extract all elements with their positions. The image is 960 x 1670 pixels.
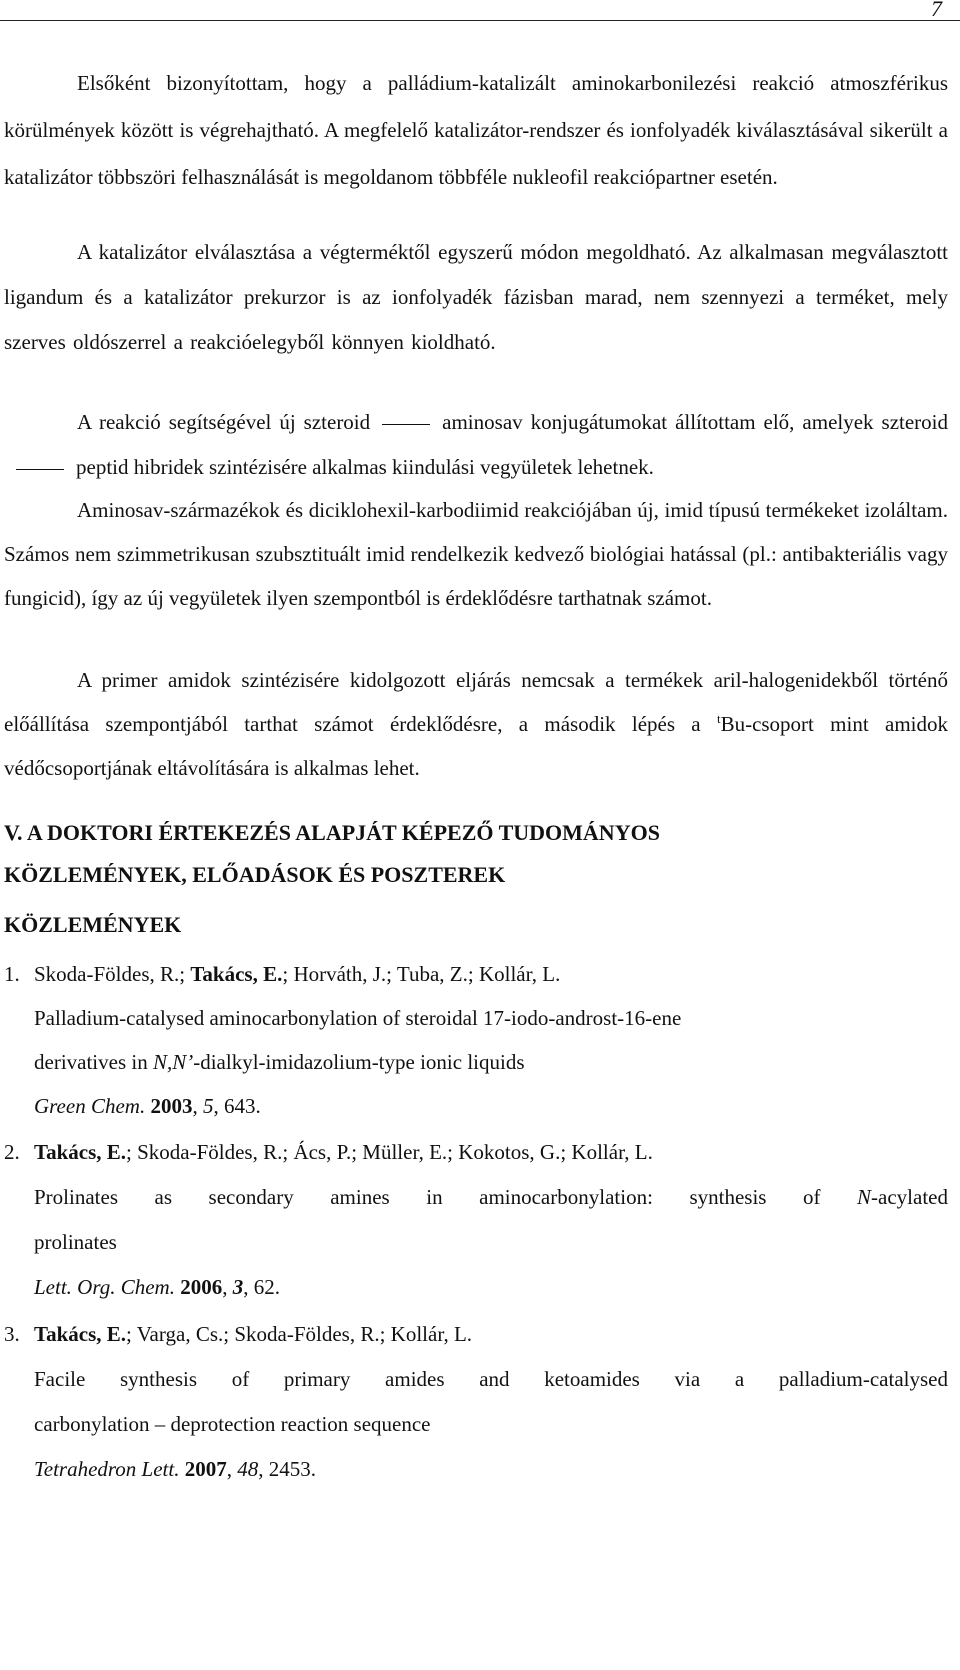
- pages: 2453.: [268, 1457, 316, 1481]
- reference-title-line: Facile synthesis of primary amides and ketoamides via a palladium-catalysed: [34, 1367, 948, 1391]
- reference-citation: Green Chem. 2003, 5, 643.: [34, 1094, 261, 1118]
- journal-name: Green Chem.: [34, 1094, 146, 1118]
- section-heading-line-1: V. A DOKTORI ÉRTEKEZÉS ALAPJÁT KÉPEZŐ TUDOMÁNYOS: [4, 820, 660, 845]
- pages: 62.: [253, 1275, 280, 1299]
- year: 2003: [150, 1094, 193, 1118]
- title-italic: N: [857, 1185, 872, 1209]
- paragraph-3-part-a: A reakció segítségével új szteroid: [77, 410, 371, 434]
- journal-name: Lett. Org. Chem.: [34, 1275, 175, 1299]
- paragraph-3-part-c: peptid hibridek szintézisére alkalmas kiindulási vegyületek lehetnek.: [76, 455, 654, 479]
- authors-text: ; Varga, Cs.; Skoda-Földes, R.; Kollár, L.: [126, 1322, 473, 1346]
- paragraph-5-part-b: Bu-csoport mint amidok védőcsoportjának eltávolítására is alkalmas lehet.: [4, 712, 948, 780]
- author-highlight: Takács, E.: [34, 1322, 127, 1346]
- year: 2007: [184, 1457, 227, 1481]
- reference-citation: Tetrahedron Lett. 2007, 48, 2453.: [34, 1457, 316, 1481]
- paragraph-3: [4, 400, 948, 490]
- paragraph-4: Aminosav-származékok és diciklohexil-karbodiimid reakciójában új, imid típusú termékeket izoláltam. Számos nem szimmetrikusan szubsztituált imid rendelkezik kedvező biológiai hatással (pl.: antibakteriális vagy fungicid), így az új vegyületek ilyen szempontból is érdeklődésre tarthatnak számot.: [4, 498, 948, 610]
- reference-1: [4, 952, 948, 1128]
- reference-title-line: prolinates: [34, 1230, 117, 1254]
- section-heading: [4, 812, 948, 896]
- title-italic: N,N’: [152, 1050, 194, 1074]
- reference-2: [4, 1130, 948, 1310]
- long-dash: [382, 424, 430, 425]
- paragraph-5-part-a: A primer amidok szintézisére kidolgozott eljárás nemcsak a termékek aril-halogenidekből történő előállítása szempontjából tarthat számot érdeklődésre, a második lépés a: [4, 668, 948, 736]
- reference-number: 2.: [4, 1140, 20, 1164]
- reference-number: 3.: [4, 1322, 20, 1346]
- paragraph-3-part-b: aminosav konjugátumokat állítottam elő, amelyek szteroid: [442, 410, 948, 434]
- authors-text: ; Horváth, J.; Tuba, Z.; Kollár, L.: [282, 962, 561, 986]
- title-text: -acylated: [871, 1185, 948, 1209]
- title-text: derivatives in: [34, 1050, 153, 1074]
- reference-title-line: [4, 1175, 948, 1220]
- reference-authors: [4, 1312, 948, 1357]
- reference-3: [4, 1312, 948, 1492]
- author-highlight: Takács, E.: [34, 1140, 127, 1164]
- reference-authors: [4, 952, 948, 996]
- authors-text: ; Skoda-Földes, R.; Ács, P.; Müller, E.; Kokotos, G.; Kollár, L.: [126, 1140, 653, 1164]
- authors-text: Skoda-Földes, R.;: [34, 962, 191, 986]
- title-text: Prolinates as secondary amines in aminocarbonylation: synthesis of: [34, 1185, 858, 1209]
- title-text: -dialkyl-imidazolium-type ionic liquids: [193, 1050, 525, 1074]
- paragraph-2: A katalizátor elválasztása a végterméktől egyszerű módon megoldható. Az alkalmasan megválasztott ligandum és a katalizátor prekurzor is az ionfolyadék fázisban marad, nem szennyezi a terméket, mely szerves oldószerrel a reakcióelegyből könnyen kioldható.: [4, 240, 948, 354]
- volume: 3: [232, 1275, 244, 1299]
- reference-title-line: [4, 1040, 948, 1084]
- reference-number: 1.: [4, 962, 20, 986]
- volume: 48: [237, 1457, 259, 1481]
- paragraph-5: [4, 658, 948, 790]
- reference-title-line: carbonylation – deprotection reaction sequence: [34, 1412, 431, 1436]
- section-heading-line-2: KÖZLEMÉNYEK, ELŐADÁSOK ÉS POSZTEREK: [4, 862, 506, 887]
- page-number: 7: [931, 0, 942, 21]
- superscript-t: t: [716, 711, 721, 726]
- long-dash: [16, 469, 64, 470]
- journal-name: Tetrahedron Lett.: [34, 1457, 180, 1481]
- reference-title-line: Palladium-catalysed aminocarbonylation of steroidal 17-iodo-androst-16-ene: [34, 1006, 682, 1030]
- header-rule: [0, 20, 960, 21]
- reference-authors: [4, 1130, 948, 1175]
- reference-citation: Lett. Org. Chem. 2006, 3, 62.: [34, 1275, 280, 1299]
- subsection-heading: KÖZLEMÉNYEK: [4, 912, 182, 937]
- volume: 5: [202, 1094, 214, 1118]
- pages: 643.: [223, 1094, 261, 1118]
- author-highlight: Takács, E.: [190, 962, 283, 986]
- year: 2006: [180, 1275, 223, 1299]
- paragraph-1: Elsőként bizonyítottam, hogy a palládium-katalizált aminokarbonilezési reakció atmoszférikus körülmények között is végrehajtható. A megfelelő katalizátor-rendszer és ionfolyadék kiválasztásával sikerült a katalizátor többszöri felhasználását is megoldanom többféle nukleofil reakciópartner esetén.: [4, 71, 948, 189]
